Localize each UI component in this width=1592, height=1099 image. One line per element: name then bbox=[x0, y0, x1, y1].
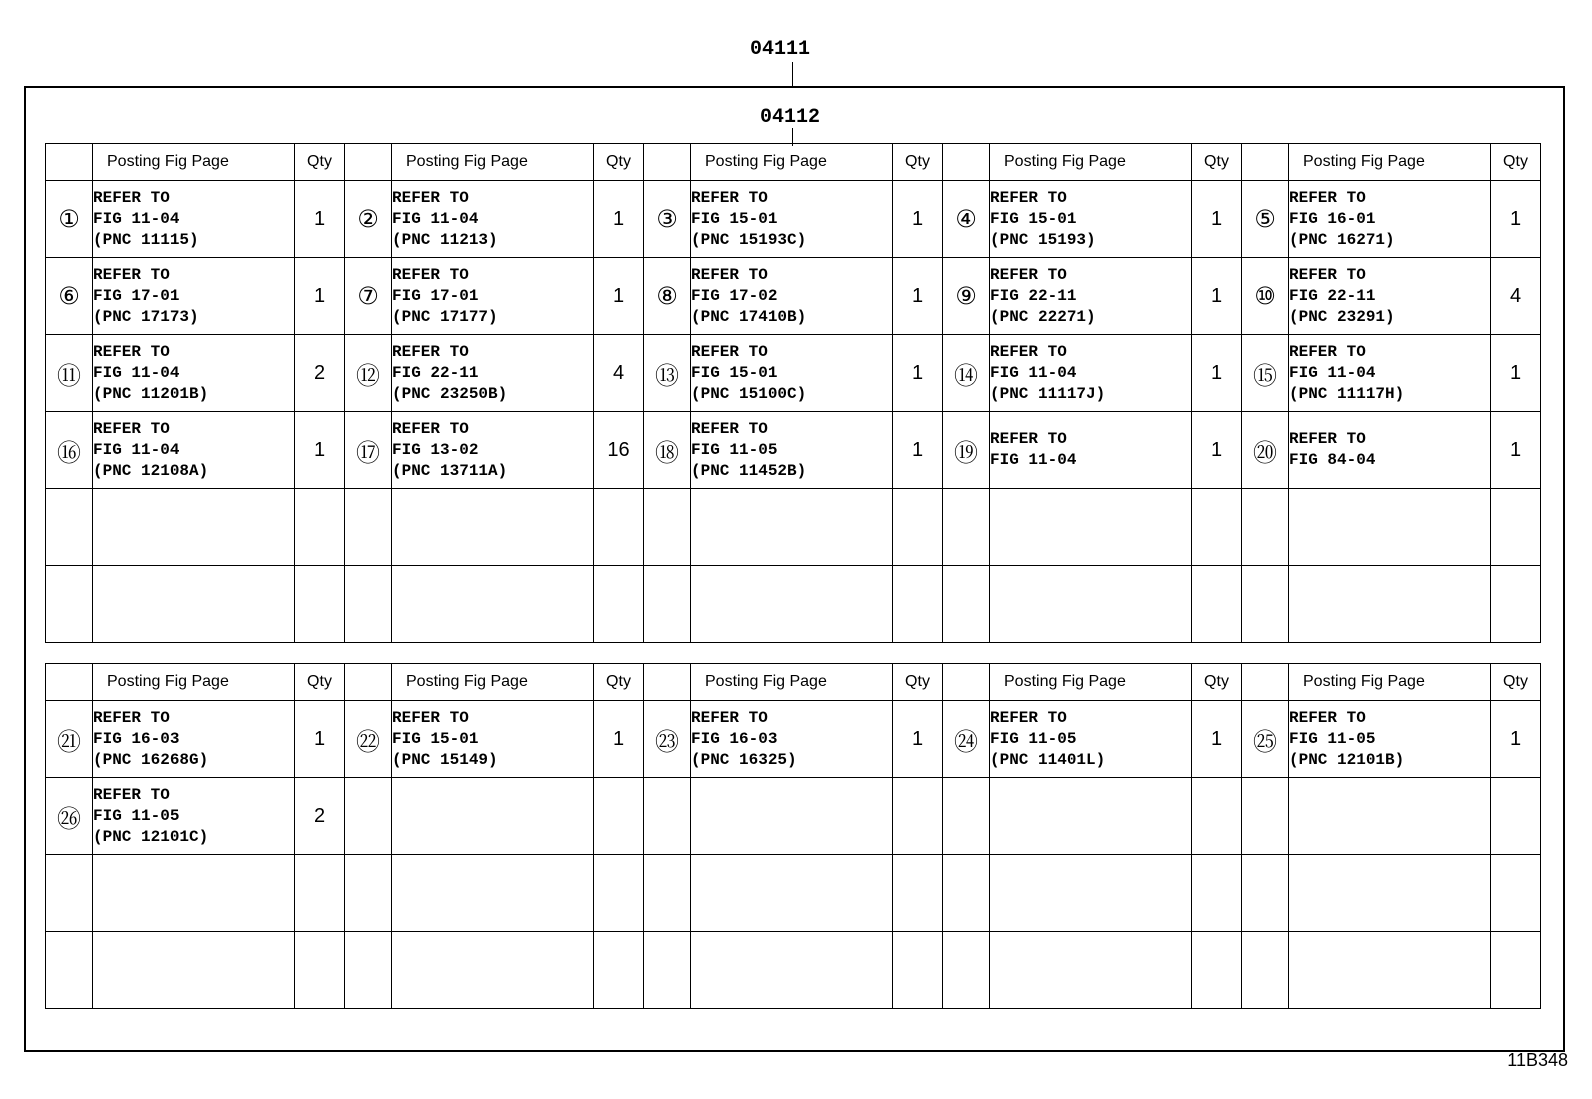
refer-to-text: REFER TO bbox=[990, 708, 1067, 727]
item-reference bbox=[392, 855, 594, 932]
pnc-text: (PNC 15193C) bbox=[691, 230, 807, 249]
refer-to-text: REFER TO bbox=[691, 708, 768, 727]
pnc-text: (PNC 15149) bbox=[392, 750, 498, 769]
refer-to-text: REFER TO bbox=[691, 342, 768, 361]
item-qty: 16 bbox=[594, 412, 644, 489]
item-number bbox=[345, 489, 392, 566]
pnc-text: (PNC 17410B) bbox=[691, 307, 807, 326]
item-reference bbox=[392, 932, 594, 1009]
item-qty bbox=[295, 489, 345, 566]
item-reference bbox=[93, 932, 295, 1009]
item-number bbox=[943, 778, 990, 855]
refer-to-text: REFER TO bbox=[691, 188, 768, 207]
table-row bbox=[46, 701, 1541, 778]
refer-to-text: REFER TO bbox=[93, 708, 170, 727]
item-number bbox=[943, 855, 990, 932]
table-row bbox=[46, 932, 1541, 1009]
pnc-text: (PNC 13711A) bbox=[392, 461, 508, 480]
pnc-text: (PNC 11401L) bbox=[990, 750, 1106, 769]
fig-text: FIG 22-11 bbox=[392, 363, 479, 382]
table-row bbox=[46, 181, 1541, 258]
header-posting-fig-page: Posting Fig Page bbox=[1289, 144, 1491, 181]
item-qty bbox=[1491, 566, 1541, 643]
item-number bbox=[345, 778, 392, 855]
refer-to-text: REFER TO bbox=[93, 419, 170, 438]
item-qty bbox=[893, 489, 943, 566]
fig-text: FIG 11-04 bbox=[93, 209, 180, 228]
item-number bbox=[644, 855, 691, 932]
table-row bbox=[46, 412, 1541, 489]
item-number: ⑮ bbox=[1242, 335, 1289, 412]
header-posting-fig-page: Posting Fig Page bbox=[691, 664, 893, 701]
item-number bbox=[943, 489, 990, 566]
item-reference bbox=[691, 181, 893, 258]
header-posting-fig-page: Posting Fig Page bbox=[1289, 664, 1491, 701]
item-reference bbox=[93, 855, 295, 932]
item-reference bbox=[1289, 489, 1491, 566]
item-reference bbox=[691, 855, 893, 932]
pnc-text: (PNC 16268G) bbox=[93, 750, 209, 769]
item-qty bbox=[594, 778, 644, 855]
refer-to-text: REFER TO bbox=[392, 188, 469, 207]
refer-to-text: REFER TO bbox=[93, 265, 170, 284]
item-qty bbox=[1192, 932, 1242, 1009]
item-number bbox=[644, 566, 691, 643]
item-number bbox=[943, 932, 990, 1009]
item-reference bbox=[691, 932, 893, 1009]
pnc-text: (PNC 22271) bbox=[990, 307, 1096, 326]
header-posting-fig-page: Posting Fig Page bbox=[392, 144, 594, 181]
item-reference bbox=[1289, 566, 1491, 643]
leader-line-top bbox=[792, 62, 793, 86]
table-row bbox=[46, 258, 1541, 335]
table-header-row bbox=[46, 144, 1541, 181]
fig-text: FIG 22-11 bbox=[1289, 286, 1376, 305]
pnc-text: (PNC 17173) bbox=[93, 307, 199, 326]
item-reference bbox=[691, 701, 893, 778]
refer-to-text: REFER TO bbox=[93, 342, 170, 361]
item-reference bbox=[990, 489, 1192, 566]
header-num-cell bbox=[345, 664, 392, 701]
item-reference bbox=[392, 258, 594, 335]
item-qty bbox=[295, 855, 345, 932]
item-reference bbox=[93, 778, 295, 855]
refer-to-text: REFER TO bbox=[93, 188, 170, 207]
item-number: ⑳ bbox=[1242, 412, 1289, 489]
item-number bbox=[644, 778, 691, 855]
item-number: ① bbox=[46, 181, 93, 258]
item-number: ㉖ bbox=[46, 778, 93, 855]
item-number: ⑱ bbox=[644, 412, 691, 489]
item-qty: 1 bbox=[1491, 181, 1541, 258]
refer-to-text: REFER TO bbox=[1289, 188, 1366, 207]
item-number bbox=[46, 932, 93, 1009]
refer-to-text: REFER TO bbox=[1289, 265, 1366, 284]
item-reference bbox=[1289, 258, 1491, 335]
item-qty bbox=[594, 932, 644, 1009]
refer-to-text: REFER TO bbox=[392, 708, 469, 727]
fig-text: FIG 15-01 bbox=[691, 363, 778, 382]
item-qty: 1 bbox=[893, 181, 943, 258]
header-qty: Qty bbox=[594, 144, 644, 181]
item-reference bbox=[990, 181, 1192, 258]
fig-text: FIG 22-11 bbox=[990, 286, 1077, 305]
fig-text: FIG 17-02 bbox=[691, 286, 778, 305]
refer-to-text: REFER TO bbox=[691, 419, 768, 438]
fig-text: FIG 11-04 bbox=[93, 363, 180, 382]
fig-text: FIG 11-04 bbox=[990, 451, 1077, 469]
fig-text: FIG 15-01 bbox=[691, 209, 778, 228]
item-number bbox=[1242, 855, 1289, 932]
refer-to-text: REFER TO bbox=[990, 430, 1067, 448]
pnc-text: (PNC 16271) bbox=[1289, 230, 1395, 249]
refer-to-text: REFER TO bbox=[392, 342, 469, 361]
item-number: ㉒ bbox=[345, 701, 392, 778]
item-qty: 4 bbox=[1491, 258, 1541, 335]
header-qty: Qty bbox=[1192, 664, 1242, 701]
item-reference bbox=[93, 566, 295, 643]
header-posting-fig-page: Posting Fig Page bbox=[93, 664, 295, 701]
item-reference bbox=[990, 855, 1192, 932]
item-reference bbox=[990, 566, 1192, 643]
fig-text: FIG 11-04 bbox=[392, 209, 479, 228]
item-number: ④ bbox=[943, 181, 990, 258]
fig-text: FIG 17-01 bbox=[93, 286, 180, 305]
header-qty: Qty bbox=[594, 664, 644, 701]
item-number: ⑰ bbox=[345, 412, 392, 489]
item-qty: 1 bbox=[594, 258, 644, 335]
fig-text: FIG 11-05 bbox=[691, 440, 778, 459]
header-posting-fig-page: Posting Fig Page bbox=[392, 664, 594, 701]
parts-table-lower bbox=[45, 663, 1541, 1009]
table-row bbox=[46, 566, 1541, 643]
item-reference bbox=[392, 181, 594, 258]
item-reference bbox=[1289, 932, 1491, 1009]
table-row bbox=[46, 778, 1541, 855]
item-reference bbox=[1289, 181, 1491, 258]
fig-text: FIG 16-03 bbox=[93, 729, 180, 748]
item-reference bbox=[93, 701, 295, 778]
item-reference bbox=[93, 258, 295, 335]
ref-number-04112: 04112 bbox=[759, 106, 820, 129]
item-qty: 1 bbox=[1491, 335, 1541, 412]
item-reference bbox=[990, 335, 1192, 412]
item-reference bbox=[691, 566, 893, 643]
pnc-text: (PNC 11213) bbox=[392, 230, 498, 249]
header-posting-fig-page: Posting Fig Page bbox=[691, 144, 893, 181]
figure-code: 11B348 bbox=[1507, 1050, 1568, 1070]
pnc-text: (PNC 11452B) bbox=[691, 461, 807, 480]
refer-to-text: REFER TO bbox=[990, 188, 1067, 207]
item-reference bbox=[990, 932, 1192, 1009]
item-qty bbox=[893, 566, 943, 643]
item-number bbox=[46, 855, 93, 932]
item-qty: 1 bbox=[1192, 701, 1242, 778]
item-reference bbox=[392, 412, 594, 489]
item-reference bbox=[990, 778, 1192, 855]
item-qty: 4 bbox=[594, 335, 644, 412]
header-qty: Qty bbox=[295, 664, 345, 701]
item-reference bbox=[691, 412, 893, 489]
header-qty: Qty bbox=[893, 664, 943, 701]
item-qty bbox=[1192, 489, 1242, 566]
item-number bbox=[1242, 932, 1289, 1009]
item-qty: 1 bbox=[295, 412, 345, 489]
item-number: ㉕ bbox=[1242, 701, 1289, 778]
item-qty: 1 bbox=[1192, 258, 1242, 335]
item-reference bbox=[691, 258, 893, 335]
item-number bbox=[644, 932, 691, 1009]
header-num-cell bbox=[644, 144, 691, 181]
item-number: ② bbox=[345, 181, 392, 258]
fig-text: FIG 16-03 bbox=[691, 729, 778, 748]
fig-text: FIG 15-01 bbox=[990, 209, 1077, 228]
item-number: ⑭ bbox=[943, 335, 990, 412]
item-qty: 1 bbox=[893, 701, 943, 778]
table-row bbox=[46, 855, 1541, 932]
item-reference bbox=[93, 181, 295, 258]
item-qty: 1 bbox=[1192, 181, 1242, 258]
header-num-cell bbox=[345, 144, 392, 181]
item-number bbox=[943, 566, 990, 643]
item-number: ⑬ bbox=[644, 335, 691, 412]
fig-text: FIG 11-04 bbox=[1289, 363, 1376, 382]
item-qty: 1 bbox=[893, 412, 943, 489]
header-qty: Qty bbox=[1491, 144, 1541, 181]
fig-text: FIG 11-04 bbox=[93, 440, 180, 459]
fig-text: FIG 11-04 bbox=[990, 363, 1077, 382]
item-qty: 1 bbox=[594, 701, 644, 778]
item-number: ⑧ bbox=[644, 258, 691, 335]
header-posting-fig-page: Posting Fig Page bbox=[990, 664, 1192, 701]
item-reference bbox=[392, 566, 594, 643]
item-reference bbox=[1289, 778, 1491, 855]
item-number bbox=[644, 489, 691, 566]
item-reference bbox=[93, 412, 295, 489]
header-posting-fig-page: Posting Fig Page bbox=[990, 144, 1192, 181]
item-qty bbox=[1491, 855, 1541, 932]
fig-text: FIG 15-01 bbox=[392, 729, 479, 748]
refer-to-text: REFER TO bbox=[990, 342, 1067, 361]
pnc-text: (PNC 12101C) bbox=[93, 827, 209, 846]
item-qty bbox=[1192, 855, 1242, 932]
item-reference bbox=[990, 412, 1192, 489]
fig-text: FIG 11-05 bbox=[990, 729, 1077, 748]
header-qty: Qty bbox=[295, 144, 345, 181]
refer-to-text: REFER TO bbox=[392, 265, 469, 284]
item-qty: 1 bbox=[893, 335, 943, 412]
item-number bbox=[46, 566, 93, 643]
pnc-text: (PNC 11117J) bbox=[990, 384, 1106, 403]
item-number: ㉓ bbox=[644, 701, 691, 778]
item-qty bbox=[1491, 932, 1541, 1009]
header-num-cell bbox=[644, 664, 691, 701]
item-qty bbox=[1192, 778, 1242, 855]
header-num-cell bbox=[943, 664, 990, 701]
item-qty bbox=[1491, 489, 1541, 566]
item-number: ㉔ bbox=[943, 701, 990, 778]
item-reference bbox=[1289, 335, 1491, 412]
table-row bbox=[46, 335, 1541, 412]
item-reference bbox=[691, 778, 893, 855]
pnc-text: (PNC 15100C) bbox=[691, 384, 807, 403]
refer-to-text: REFER TO bbox=[691, 265, 768, 284]
table-header-row bbox=[46, 664, 1541, 701]
header-qty: Qty bbox=[1491, 664, 1541, 701]
item-number bbox=[345, 566, 392, 643]
item-reference bbox=[990, 258, 1192, 335]
item-reference bbox=[691, 489, 893, 566]
pnc-text: (PNC 12108A) bbox=[93, 461, 209, 480]
item-number: ③ bbox=[644, 181, 691, 258]
item-number bbox=[345, 855, 392, 932]
item-reference bbox=[691, 335, 893, 412]
item-reference bbox=[93, 335, 295, 412]
item-reference bbox=[1289, 701, 1491, 778]
fig-text: FIG 11-05 bbox=[93, 806, 180, 825]
item-reference bbox=[392, 489, 594, 566]
item-qty: 2 bbox=[295, 778, 345, 855]
refer-to-text: REFER TO bbox=[1289, 342, 1366, 361]
pnc-text: (PNC 11201B) bbox=[93, 384, 209, 403]
item-qty bbox=[893, 932, 943, 1009]
item-number: ⑩ bbox=[1242, 258, 1289, 335]
item-qty: 2 bbox=[295, 335, 345, 412]
item-qty: 1 bbox=[1192, 335, 1242, 412]
item-reference bbox=[1289, 412, 1491, 489]
item-qty bbox=[1192, 566, 1242, 643]
refer-to-text: REFER TO bbox=[1289, 430, 1366, 448]
fig-text: FIG 13-02 bbox=[392, 440, 479, 459]
item-number bbox=[1242, 489, 1289, 566]
item-number bbox=[1242, 778, 1289, 855]
item-qty: 1 bbox=[594, 181, 644, 258]
item-qty: 1 bbox=[1491, 412, 1541, 489]
refer-to-text: REFER TO bbox=[1289, 708, 1366, 727]
item-reference bbox=[990, 701, 1192, 778]
pnc-text: (PNC 11115) bbox=[93, 230, 199, 249]
item-qty bbox=[893, 855, 943, 932]
item-number bbox=[46, 489, 93, 566]
header-qty: Qty bbox=[893, 144, 943, 181]
item-number: ㉑ bbox=[46, 701, 93, 778]
header-qty: Qty bbox=[1192, 144, 1242, 181]
item-qty bbox=[893, 778, 943, 855]
item-qty bbox=[594, 489, 644, 566]
fig-text: FIG 11-05 bbox=[1289, 729, 1376, 748]
refer-to-text: REFER TO bbox=[93, 785, 170, 804]
item-qty: 1 bbox=[295, 701, 345, 778]
item-qty bbox=[1491, 778, 1541, 855]
item-number: ⑨ bbox=[943, 258, 990, 335]
fig-text: FIG 17-01 bbox=[392, 286, 479, 305]
item-qty bbox=[594, 855, 644, 932]
ref-number-04111: 04111 bbox=[749, 38, 810, 61]
item-reference bbox=[392, 701, 594, 778]
header-num-cell bbox=[943, 144, 990, 181]
pnc-text: (PNC 17177) bbox=[392, 307, 498, 326]
item-qty: 1 bbox=[295, 258, 345, 335]
item-reference bbox=[392, 335, 594, 412]
item-number: ⑲ bbox=[943, 412, 990, 489]
refer-to-text: REFER TO bbox=[990, 265, 1067, 284]
parts-table-upper bbox=[45, 143, 1541, 643]
refer-to-text: REFER TO bbox=[392, 419, 469, 438]
table-row bbox=[46, 489, 1541, 566]
item-number bbox=[1242, 566, 1289, 643]
pnc-text: (PNC 23291) bbox=[1289, 307, 1395, 326]
item-qty bbox=[295, 932, 345, 1009]
item-number: ⑪ bbox=[46, 335, 93, 412]
header-posting-fig-page: Posting Fig Page bbox=[93, 144, 295, 181]
item-qty: 1 bbox=[1491, 701, 1541, 778]
item-number: ⑯ bbox=[46, 412, 93, 489]
item-number: ⑦ bbox=[345, 258, 392, 335]
header-num-cell bbox=[46, 664, 93, 701]
item-reference bbox=[392, 778, 594, 855]
item-number: ⑥ bbox=[46, 258, 93, 335]
pnc-text: (PNC 16325) bbox=[691, 750, 797, 769]
item-qty bbox=[295, 566, 345, 643]
fig-text: FIG 84-04 bbox=[1289, 451, 1376, 469]
item-qty: 1 bbox=[893, 258, 943, 335]
pnc-text: (PNC 23250B) bbox=[392, 384, 508, 403]
item-qty: 1 bbox=[1192, 412, 1242, 489]
item-reference bbox=[1289, 855, 1491, 932]
item-qty bbox=[594, 566, 644, 643]
pnc-text: (PNC 12101B) bbox=[1289, 750, 1405, 769]
item-number: ⑤ bbox=[1242, 181, 1289, 258]
header-num-cell bbox=[1242, 664, 1289, 701]
header-num-cell bbox=[1242, 144, 1289, 181]
pnc-text: (PNC 15193) bbox=[990, 230, 1096, 249]
item-reference bbox=[93, 489, 295, 566]
pnc-text: (PNC 11117H) bbox=[1289, 384, 1405, 403]
header-num-cell bbox=[46, 144, 93, 181]
item-number bbox=[345, 932, 392, 1009]
item-qty: 1 bbox=[295, 181, 345, 258]
fig-text: FIG 16-01 bbox=[1289, 209, 1376, 228]
item-number: ⑫ bbox=[345, 335, 392, 412]
